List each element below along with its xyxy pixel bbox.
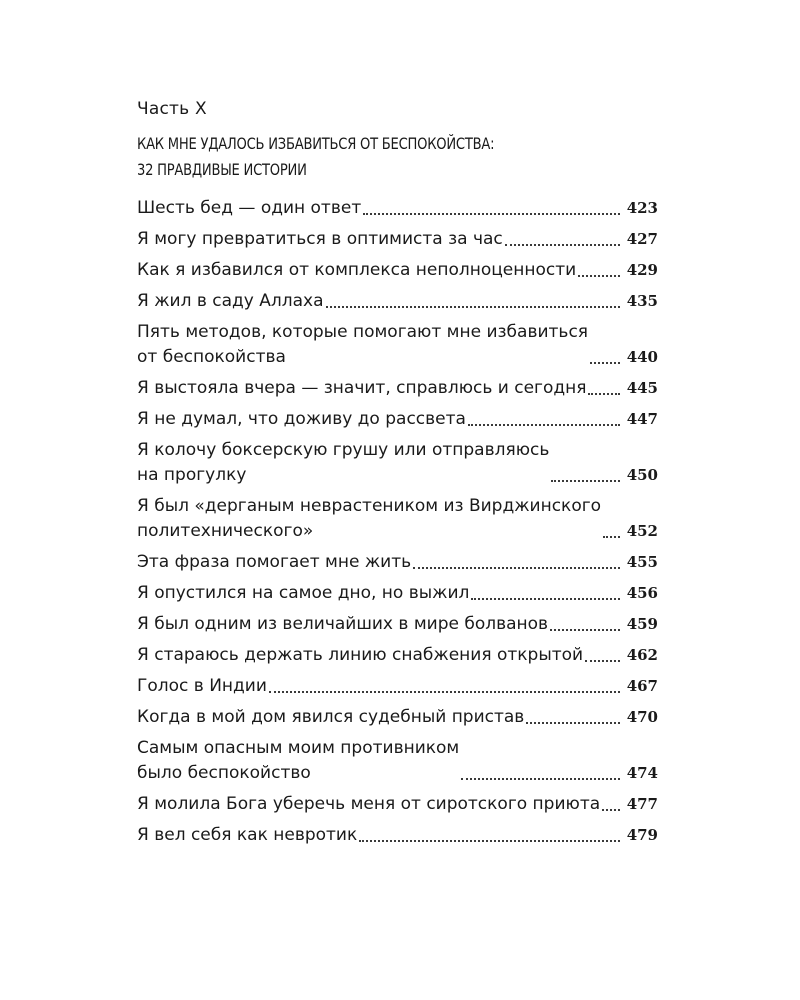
dot-leader xyxy=(461,778,620,780)
dot-leader xyxy=(585,660,620,662)
toc-entry xyxy=(137,792,658,817)
toc-entry-page-number: 445 xyxy=(626,379,658,397)
toc-entry-page-number: 429 xyxy=(626,261,658,279)
toc-entry-page-number: 462 xyxy=(626,646,658,664)
toc-entry-title xyxy=(137,792,600,817)
toc-entry-title-line: Как я избавился от комплекса неполноценности xyxy=(137,260,577,280)
toc-entry xyxy=(137,581,658,606)
dot-leader xyxy=(269,691,620,693)
toc-entry xyxy=(137,227,658,252)
toc-entry-page-number: 447 xyxy=(626,410,658,428)
toc-entry xyxy=(137,196,658,221)
toc-entry-page-number: 456 xyxy=(626,584,658,602)
toc-entry-title xyxy=(137,227,503,252)
toc-entry-title-line: Я опустился на самое дно, но выжил xyxy=(137,583,470,603)
toc-entry xyxy=(137,320,658,370)
toc-entry xyxy=(137,736,658,786)
dot-leader xyxy=(602,809,620,811)
toc-entry-title-line: Эта фраза помогает мне жить xyxy=(137,552,412,572)
toc-entry-title-line: Я выстояла вчера — значит, справлюсь и сегодня xyxy=(137,378,587,398)
toc-entry xyxy=(137,705,658,730)
toc-entry-title xyxy=(137,736,459,786)
toc-entry-title xyxy=(137,376,586,401)
toc-entry-title xyxy=(137,674,267,699)
toc-entry xyxy=(137,674,658,699)
dot-leader xyxy=(359,840,620,842)
toc-entry-page-number: 459 xyxy=(626,615,658,633)
toc-entry xyxy=(137,376,658,401)
toc-entry-title xyxy=(137,612,548,637)
dot-leader xyxy=(505,244,620,246)
dot-leader xyxy=(578,275,620,277)
toc-entry-title-line: Я могу превратиться в оптимиста за час xyxy=(137,229,503,249)
toc-entry xyxy=(137,289,658,314)
toc-entry-title-line: Когда в мой дом явился судебный пристав xyxy=(137,707,525,727)
toc-entry-title-line: Я был «дерганым неврастеником из Вирджинского xyxy=(137,496,602,516)
toc-entry-title-line: Я стараюсь держать линию снабжения открытой xyxy=(137,645,584,665)
toc-entry-title-line: Я молила Бога уберечь меня от сиротского приюта xyxy=(137,794,601,814)
dot-leader xyxy=(526,722,620,724)
part-title xyxy=(137,131,564,183)
dot-leader xyxy=(588,393,620,395)
dot-leader xyxy=(468,424,620,426)
dot-leader xyxy=(603,536,620,538)
toc-entry-title-line: Я не думал, что доживу до рассвета xyxy=(137,409,466,429)
dot-leader xyxy=(326,306,620,308)
toc-entry-page-number: 452 xyxy=(626,522,658,540)
dot-leader xyxy=(551,480,620,482)
toc-entry xyxy=(137,407,658,432)
toc-entry-page-number: 427 xyxy=(626,230,658,248)
toc-entry-page-number: 450 xyxy=(626,466,658,484)
toc-entry-title xyxy=(137,196,361,221)
toc-entry-title xyxy=(137,823,357,848)
toc-entry-title xyxy=(137,494,601,544)
toc-entry-page-number: 470 xyxy=(626,708,658,726)
toc-entry-title-line: Я колочу боксерскую грушу или отправляюсь xyxy=(137,440,550,460)
toc-entry-title xyxy=(137,289,324,314)
toc-entry-title-line: на прогулку xyxy=(137,465,247,485)
toc-entry-page-number: 479 xyxy=(626,826,658,844)
toc-entry xyxy=(137,823,658,848)
toc-entry-title xyxy=(137,705,524,730)
toc-entry-title xyxy=(137,550,411,575)
part-label: Часть X xyxy=(137,99,207,119)
part-title-line-2: 32 ПРАВДИВЫЕ ИСТОРИИ xyxy=(137,160,307,179)
toc-entry-title-line: Самым опасным моим противником xyxy=(137,738,460,758)
dot-leader xyxy=(590,362,620,364)
toc-entry xyxy=(137,494,658,544)
toc-entry-title-line: Шесть бед — один ответ xyxy=(137,198,362,218)
toc-entry-title-line: Я был одним из величайших в мире болванов xyxy=(137,614,549,634)
toc-entry-title-line: Голос в Индии xyxy=(137,676,267,696)
toc-entry-title xyxy=(137,320,588,370)
toc-entry-title-line: политехнического» xyxy=(137,521,314,541)
toc-entry-page-number: 474 xyxy=(626,764,658,782)
toc-entry-page-number: 477 xyxy=(626,795,658,813)
toc-entry xyxy=(137,612,658,637)
toc-entry-page-number: 467 xyxy=(626,677,658,695)
toc-entry-title xyxy=(137,581,469,606)
dot-leader xyxy=(363,213,620,215)
toc-entry-title-line: Я вел себя как невротик xyxy=(137,825,358,845)
toc-entry-title-line: было беспокойство xyxy=(137,763,311,783)
toc-entry-title xyxy=(137,258,576,283)
toc-entry xyxy=(137,550,658,575)
toc-entry xyxy=(137,438,658,488)
toc-entry-page-number: 455 xyxy=(626,553,658,571)
toc-entry-title xyxy=(137,407,466,432)
toc-entry xyxy=(137,258,658,283)
toc-entry xyxy=(137,643,658,668)
toc-entry-title-line: от беспокойства xyxy=(137,347,286,367)
dot-leader xyxy=(550,629,620,631)
toc-entry-title xyxy=(137,438,549,488)
dot-leader xyxy=(413,567,620,569)
toc-entry-title xyxy=(137,643,583,668)
toc-entry-page-number: 435 xyxy=(626,292,658,310)
dot-leader xyxy=(471,598,620,600)
toc-entry-title-line: Пять методов, которые помогают мне избавиться xyxy=(137,322,589,342)
toc-entry-page-number: 423 xyxy=(626,199,658,217)
toc-entry-page-number: 440 xyxy=(626,348,658,366)
part-title-line-1: КАК МНЕ УДАЛОСЬ ИЗБАВИТЬСЯ ОТ БЕСПОКОЙСТВА: xyxy=(137,134,495,153)
table-of-contents xyxy=(137,196,658,854)
toc-entry-title-line: Я жил в саду Аллаха xyxy=(137,291,324,311)
